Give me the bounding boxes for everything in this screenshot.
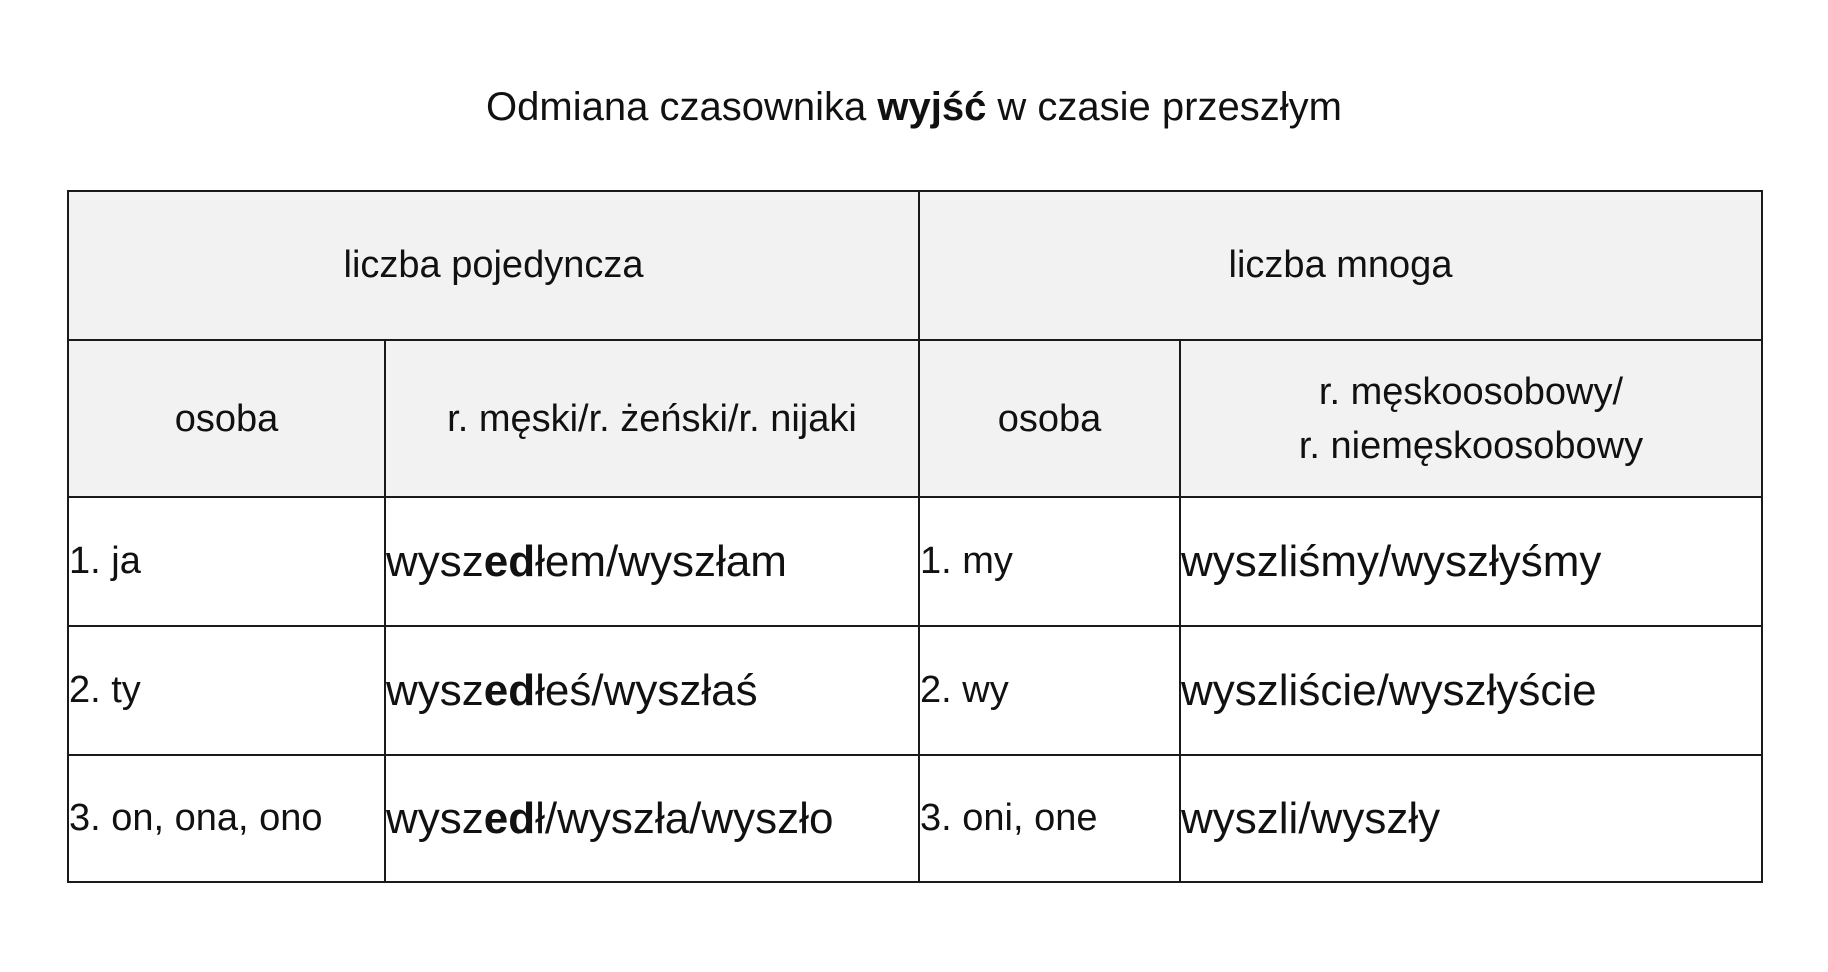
form-part: łem/wyszłam: [535, 536, 787, 586]
plural-person-cell: 2. wy: [919, 626, 1180, 755]
subheader-plural-gender-line1: r. męskoosobowy/: [1318, 370, 1624, 413]
form-part: wysz: [386, 665, 484, 715]
plural-person-cell: 1. my: [919, 497, 1180, 626]
form-emphasis: ed: [483, 665, 536, 715]
page-title: [0, 82, 1828, 132]
table-row: [68, 497, 1762, 626]
header-plural: liczba mnoga: [919, 191, 1762, 340]
table-row: [68, 755, 1762, 882]
singular-person-cell: 3. on, ona, ono: [68, 755, 385, 882]
title-suffix: w czasie przeszłym: [986, 85, 1342, 129]
subheader-row: [68, 340, 1762, 497]
form-emphasis: ed: [483, 793, 536, 843]
singular-form-cell: [385, 626, 919, 755]
singular-person-cell: 1. ja: [68, 497, 385, 626]
header-singular: liczba pojedyncza: [68, 191, 919, 340]
subheader-plural-gender-line2: r. niemęskoosobowy: [1298, 424, 1644, 467]
form-part: ł/wyszła/wyszło: [535, 793, 834, 843]
table-row: [68, 626, 1762, 755]
plural-form-cell: wyszliśmy/wyszłyśmy: [1180, 497, 1762, 626]
subheader-singular-person: osoba: [68, 340, 385, 497]
title-verb: wyjść: [877, 85, 987, 129]
form-emphasis: ed: [483, 536, 536, 586]
subheader-plural-gender: [1180, 340, 1762, 497]
subheader-singular-gender: r. męski/r. żeński/r. nijaki: [385, 340, 919, 497]
singular-form-cell: [385, 497, 919, 626]
plural-person-cell: 3. oni, one: [919, 755, 1180, 882]
form-part: wysz: [386, 793, 484, 843]
form-part: łeś/wyszłaś: [535, 665, 758, 715]
plural-form-cell: wyszli/wyszły: [1180, 755, 1762, 882]
conjugation-table: [67, 190, 1763, 883]
singular-form-cell: [385, 755, 919, 882]
singular-person-cell: 2. ty: [68, 626, 385, 755]
title-prefix: Odmiana czasownika: [486, 85, 878, 129]
subheader-plural-person: osoba: [919, 340, 1180, 497]
form-part: wysz: [386, 536, 484, 586]
plural-form-cell: wyszliście/wyszłyście: [1180, 626, 1762, 755]
group-header-row: [68, 191, 1762, 340]
